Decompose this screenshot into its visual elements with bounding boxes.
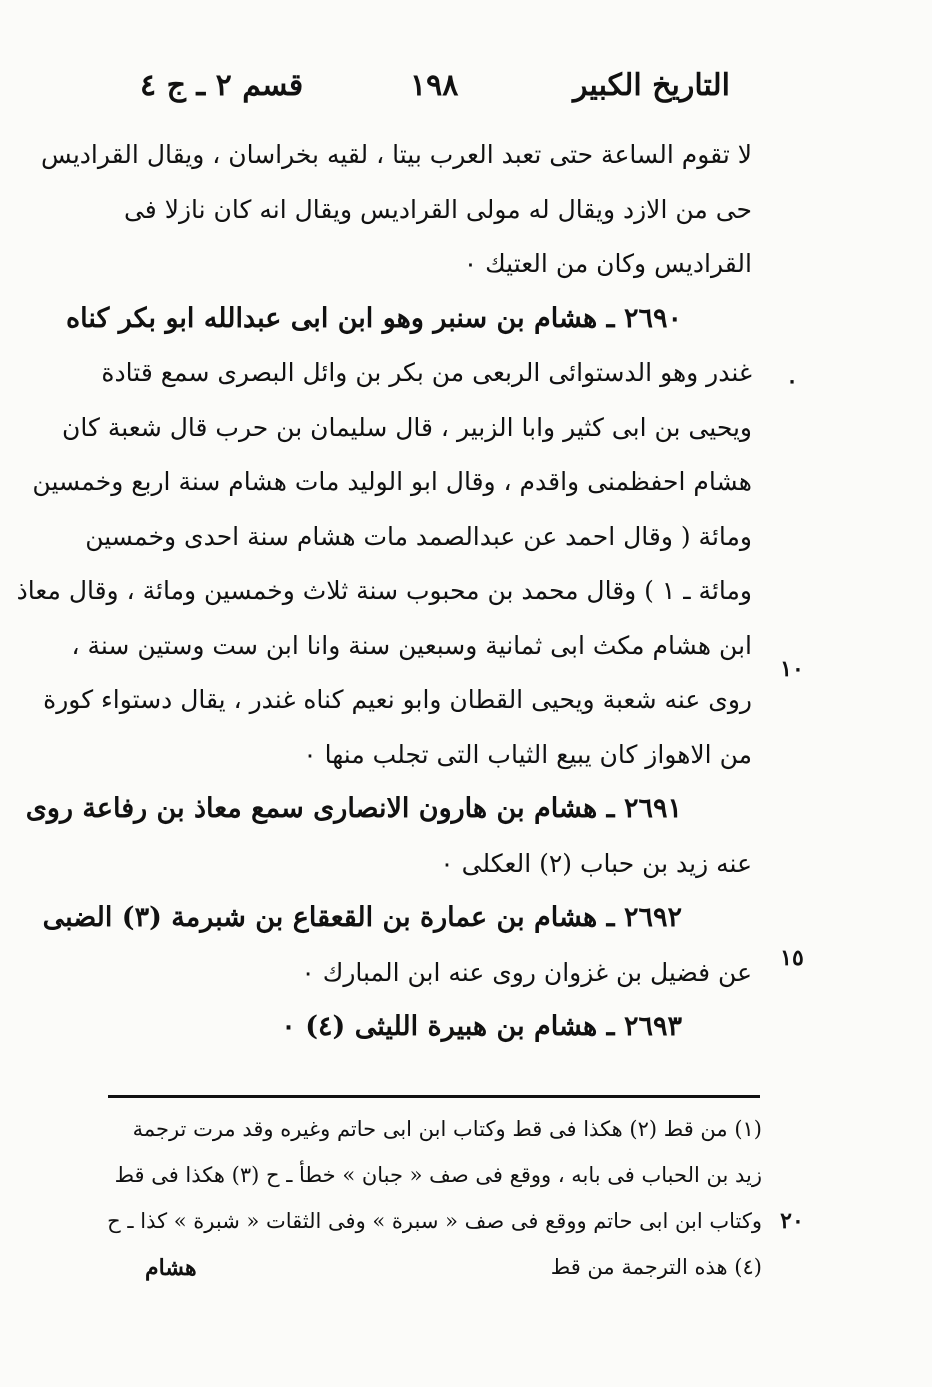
text-line: غندر وهو الدستوائى الربعى من بكر بن وائل البصرى سمع قتادة: [101, 358, 752, 387]
text-line: لا تقوم الساعة حتى تعبد العرب بيتا ، لقيه بخراسان ، ويقال القراديس: [40, 140, 752, 169]
text-line: حى من الازد ويقال له مولى القراديس ويقال انه كان نازلا فى: [123, 194, 752, 224]
footnote-line: زيد بن الحباب فى بابه ، ووقع فى صف « جبان » خطأ ـ ح (٣) هكذا فى قط: [114, 1163, 762, 1187]
footnotes: [107, 1106, 762, 1290]
footnote-separator: [108, 1095, 760, 1098]
text-line: ومائة ( وقال احمد عن عبدالصمد مات هشام سنة احدى وخمسين: [85, 521, 752, 551]
footnote-line: وكتاب ابن ابى حاتم ووقع فى صف « سبرة » وفى الثقات « شبرة » كذا ـ ح: [107, 1209, 762, 1233]
entry-2690: ٢٦٩٠ ـ هشام بن سنبر وهو ابن ابى عبدالله ابو بكر كناه: [65, 302, 682, 334]
entry-2692: ٢٦٩٢ ـ هشام بن عمارة بن القعقاع بن شبرمة (٣) الضبى: [42, 902, 682, 933]
footnote-line: (٤) هذه الترجمة من قط: [550, 1255, 762, 1279]
text-line: القراديس وكان من العتيك ٠: [463, 249, 752, 278]
text-line: عن فضيل بن غزوان روى عنه ابن المبارك ٠: [301, 957, 752, 987]
main-text: [16, 128, 752, 1055]
text-line: من الاهواز كان يبيع الثياب التى تجلب منها ٠: [303, 739, 752, 769]
text-line: عنه زيد بن حباب (٢) العكلى ٠: [440, 848, 752, 878]
section-label: قسم ٢ ـ ج ٤: [140, 68, 304, 103]
text-line: ويحيى بن ابى كثير وابا الزبير ، قال سليمان بن حرب قال شعبة كان: [62, 412, 752, 442]
text-line: روى عنه شعبة ويحيى القطان وابو نعيم كناه غندر ، يقال دستواء كورة: [43, 685, 752, 714]
page-number: ١٩٨: [410, 68, 459, 103]
catchword: هشام: [145, 1255, 197, 1281]
text-line: ومائة ـ ١ ) وقال محمد بن محبوب سنة ثلاث وخمسين ومائة ، وقال معاذ: [16, 576, 752, 605]
running-title: التاريخ الكبير: [572, 68, 730, 103]
margin-line-number-5: ٠: [786, 368, 798, 394]
entry-2691: ٢٦٩١ ـ هشام بن هارون الانصارى سمع معاذ بن رفاعة روى: [25, 793, 682, 824]
margin-line-number-10: ١٠: [780, 656, 804, 682]
margin-line-number-20: ٢٠: [780, 1208, 804, 1234]
text-line: ابن هشام مكث ابى ثمانية وسبعين سنة وانا ابن ست وستين سنة ،: [71, 630, 752, 660]
page-header: [110, 68, 730, 118]
entry-2693: ٢٦٩٣ ـ هشام بن هبيرة الليثى (٤) ٠: [281, 1011, 682, 1042]
margin-line-number-15: ١٥: [780, 945, 804, 971]
footnote-line: (١) من قط (٢) هكذا فى قط وكتاب ابن ابى حاتم وغيره وقد مرت ترجمة: [132, 1117, 762, 1141]
text-line: هشام احفظمنى واقدم ، وقال ابو الوليد مات هشام سنة اربع وخمسين: [32, 467, 752, 496]
